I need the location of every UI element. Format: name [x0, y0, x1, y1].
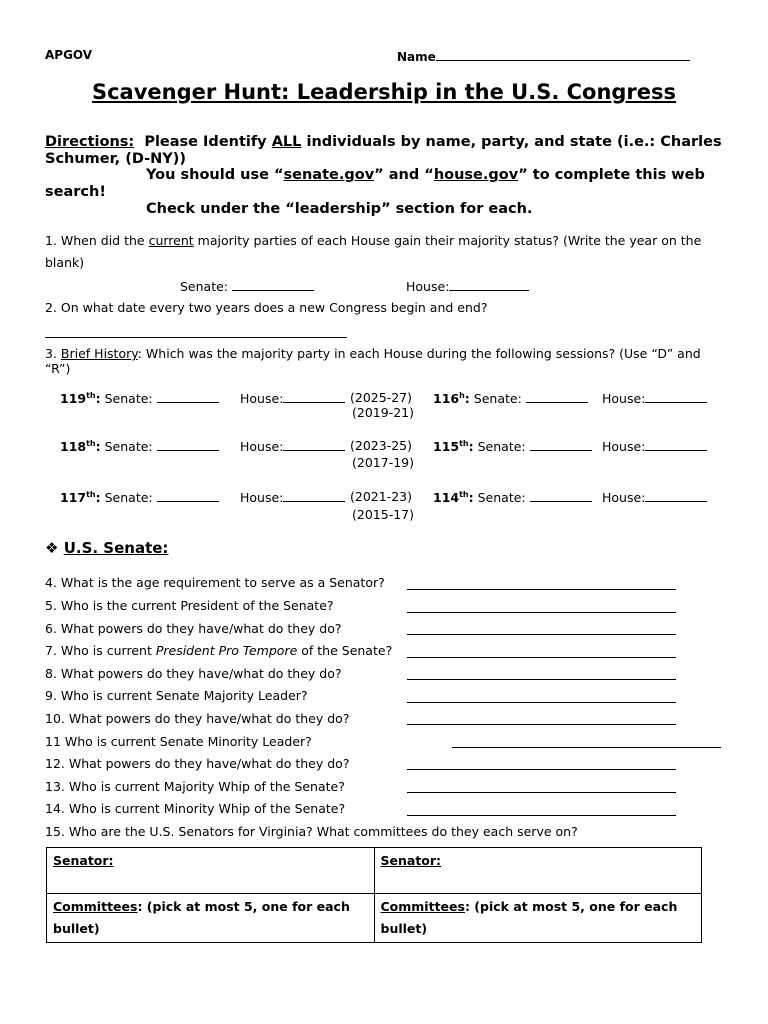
q1-current: current: [148, 233, 194, 248]
session-sup: th: [459, 438, 469, 448]
q9-answer-line[interactable]: [407, 702, 676, 703]
committees-cell-1[interactable]: [47, 894, 375, 943]
q5-answer-line[interactable]: [407, 612, 676, 613]
session-118-years: (2023-25): [350, 438, 412, 453]
question-3: [45, 346, 701, 361]
q2-answer-line[interactable]: [45, 337, 347, 338]
session-116-house: [602, 390, 707, 406]
session-118-house-blank[interactable]: [283, 438, 345, 451]
session-118: 118th: Senate:: [60, 438, 219, 454]
question-2: 2. On what date every two years does a new Congress begin and end?: [45, 300, 488, 315]
directions-and-text: ” and “: [374, 167, 434, 183]
q3-text: : Which was the majority party in each House during the following sessions? (Use “D” and: [137, 346, 701, 361]
q14-answer-line[interactable]: [407, 815, 676, 816]
session-114-house-blank[interactable]: [645, 489, 707, 502]
session-sup: th: [459, 489, 469, 499]
session-115-years: (2017-19): [352, 455, 414, 470]
q1-senate-answer[interactable]: [180, 278, 314, 294]
session-number: 114: [433, 490, 460, 505]
session-number: 116: [433, 391, 460, 406]
senate-heading-text: U.S. Senate:: [63, 539, 169, 557]
question-6: 6. What powers do they have/what do they do?: [45, 621, 342, 636]
q1-text: 1. When did the: [45, 233, 145, 248]
directions-label: Directions:: [45, 134, 135, 150]
session-sup: th: [86, 489, 96, 499]
question-5: 5. Who is the current President of the Senate?: [45, 598, 334, 613]
q7-answer-line[interactable]: [407, 657, 676, 658]
page-title: Scavenger Hunt: Leadership in the U.S. Congress: [91, 80, 677, 104]
session-119: 119th: Senate:: [60, 390, 219, 406]
senate-label: Senate:: [477, 490, 526, 505]
session-sup: th: [86, 438, 96, 448]
senate-label: Senate:: [104, 439, 153, 454]
directions-line-4: search!: [45, 184, 106, 200]
committees-note: : (pick at most 5, one for each: [137, 899, 350, 914]
senate-label: Senate:: [104, 391, 153, 406]
question-12: 12. What powers do they have/what do they do?: [45, 756, 350, 771]
house-label: House:: [240, 490, 284, 505]
senate-gov-link[interactable]: senate.gov: [283, 167, 375, 183]
session-115-house-blank[interactable]: [645, 438, 707, 451]
question-13: 13. Who is current Majority Whip of the Senate?: [45, 779, 345, 794]
q3-brief-history: Brief History: [60, 346, 138, 361]
question-15: 15. Who are the U.S. Senators for Virginia? What committees do they each serve on?: [45, 824, 578, 839]
q1-senate-blank[interactable]: [232, 278, 314, 291]
directions-text-2: individuals by name, party, and state (i.e.: Charles: [306, 134, 722, 150]
session-number: 119: [60, 391, 87, 406]
session-117-years: (2021-23): [350, 489, 412, 504]
q6-answer-line[interactable]: [407, 634, 676, 635]
question-1: [45, 233, 701, 248]
q1-house-blank[interactable]: [449, 278, 529, 291]
session-117-house: [240, 489, 345, 505]
q3-num: 3.: [45, 346, 57, 361]
name-blank[interactable]: [436, 48, 690, 61]
session-116-house-blank[interactable]: [645, 390, 707, 403]
directions-text: Please Identify: [144, 134, 267, 150]
session-114-senate-blank[interactable]: [530, 489, 592, 502]
senators-table: [46, 847, 702, 943]
senate-section-heading: [45, 539, 168, 557]
q12-answer-line[interactable]: [407, 769, 676, 770]
session-number: 117: [60, 490, 87, 505]
house-label: House:: [240, 391, 284, 406]
session-119-house: [240, 390, 345, 406]
question-9: 9. Who is current Senate Majority Leader?: [45, 688, 308, 703]
question-1-line-2: blank): [45, 255, 85, 270]
directions-line-3: [146, 167, 705, 183]
session-115-senate-blank[interactable]: [530, 438, 592, 451]
session-117: 117th: Senate:: [60, 489, 219, 505]
committees-label: Committees: [380, 899, 465, 914]
directions-web-text: ” to complete this web: [518, 167, 705, 183]
senate-label: Senate:: [104, 490, 153, 505]
session-sup: th: [86, 390, 96, 400]
committees-note: : (pick at most 5, one for each: [464, 899, 678, 914]
q1-house-answer[interactable]: [406, 278, 529, 294]
directions-use-text: You should use “: [146, 167, 284, 183]
diamond-bullet-icon: ❖: [45, 539, 59, 557]
q1-senate-label: Senate:: [180, 279, 229, 294]
house-label: House:: [602, 391, 646, 406]
session-119-years: (2025-27): [350, 390, 412, 405]
name-field[interactable]: [397, 48, 690, 64]
session-116-senate-blank[interactable]: [526, 390, 588, 403]
house-label: House:: [602, 490, 646, 505]
course-label: APGOV: [45, 48, 93, 62]
question-8: 8. What powers do they have/what do they do?: [45, 666, 342, 681]
session-119-house-blank[interactable]: [283, 390, 345, 403]
senator-label: Senator:: [53, 853, 114, 868]
house-label: House:: [240, 439, 284, 454]
directions-line-5: Check under the “leadership” section for each.: [146, 201, 533, 217]
session-114-years: (2015-17): [352, 507, 414, 522]
q1-house-label: House:: [406, 279, 450, 294]
directions-line-2: Schumer, (D-NY)): [45, 151, 187, 167]
senator-label: Senator:: [380, 853, 442, 868]
house-gov-link[interactable]: house.gov: [433, 167, 519, 183]
committees-note-2: bullet): [380, 921, 428, 936]
q10-answer-line[interactable]: [407, 724, 676, 725]
question-7: [45, 643, 392, 658]
question-3-line-2: “R”): [45, 361, 71, 376]
senate-label: Senate:: [473, 391, 522, 406]
senator-cell-1[interactable]: [47, 848, 375, 894]
directions-all: ALL: [271, 134, 302, 150]
session-116-years: (2019-21): [352, 405, 414, 420]
session-118-house: [240, 438, 345, 454]
session-number: 118: [60, 439, 87, 454]
committees-label: Committees: [53, 899, 138, 914]
session-118-senate-blank[interactable]: [157, 438, 219, 451]
question-11: 11 Who is current Senate Minority Leader?: [45, 734, 312, 749]
session-117-house-blank[interactable]: [283, 489, 345, 502]
house-label: House:: [602, 439, 646, 454]
senate-label: Senate:: [477, 439, 526, 454]
q7-text-2: of the Senate?: [297, 643, 393, 658]
session-115: 115th: Senate:: [433, 438, 592, 454]
question-14: 14. Who is current Minority Whip of the Senate?: [45, 801, 346, 816]
session-114: 114th: Senate:: [433, 489, 592, 505]
q13-answer-line[interactable]: [407, 792, 676, 793]
session-number: 115: [433, 439, 460, 454]
session-116: 116$^h$: Senate:: [433, 390, 588, 406]
q11-answer-line[interactable]: [452, 747, 721, 748]
q1-text-2: majority parties of each House gain their majority status? (Write the year on the: [197, 233, 702, 248]
q8-answer-line[interactable]: [407, 679, 676, 680]
senator-cell-2[interactable]: [374, 848, 702, 894]
session-117-senate-blank[interactable]: [157, 489, 219, 502]
committees-cell-2[interactable]: [374, 894, 702, 943]
q4-answer-line[interactable]: [407, 589, 676, 590]
session-sup: h: [459, 390, 465, 400]
session-115-house: [602, 438, 707, 454]
name-label: Name: [397, 50, 436, 64]
session-114-house: [602, 489, 707, 505]
question-10: 10. What powers do they have/what do they do?: [45, 711, 350, 726]
q7-text: 7. Who is current: [45, 643, 156, 658]
directions-line-1: [45, 134, 722, 150]
q7-italic: President Pro Tempore: [155, 643, 298, 658]
session-119-senate-blank[interactable]: [157, 390, 219, 403]
committees-note-2: bullet): [53, 921, 100, 936]
question-4: 4. What is the age requirement to serve as a Senator?: [45, 575, 385, 590]
